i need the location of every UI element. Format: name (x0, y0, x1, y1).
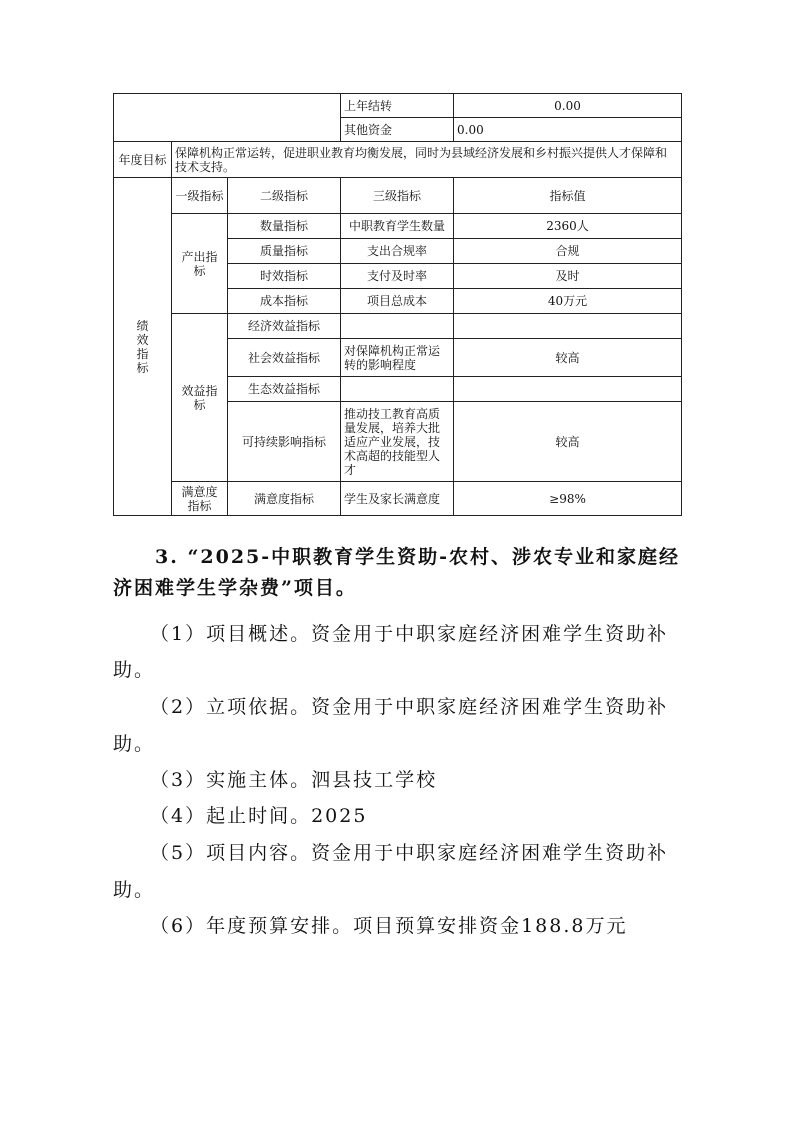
perf-indicator-label: 绩效指标 (114, 178, 172, 516)
satisfaction-l3: 学生及家长满意度 (341, 482, 454, 516)
table-row (114, 482, 682, 516)
paragraph-implementer: （3）实施主体。泗县技工学校 (150, 769, 438, 791)
blank-cell (114, 94, 341, 142)
section-heading-line1: 3. “2025-中职教育学生资助-农村、涉农专业和家庭经 (155, 546, 681, 568)
satisfaction-l2: 满意度指标 (228, 482, 341, 516)
output-l3: 项目总成本 (341, 289, 454, 314)
benefit-l2: 经济效益指标 (228, 314, 341, 339)
output-l2: 成本指标 (228, 289, 341, 314)
benefit-value: 较高 (454, 402, 682, 482)
header-value: 指标值 (454, 178, 682, 214)
benefit-l2: 生态效益指标 (228, 377, 341, 402)
table-row (114, 314, 682, 339)
benefit-value: 较高 (454, 339, 682, 377)
paragraph-period: （4）起止时间。2025 (150, 805, 368, 827)
header-level1: 一级指标 (172, 178, 228, 214)
output-l3: 支出合规率 (341, 239, 454, 264)
other-funds-value: 0.00 (454, 118, 682, 142)
benefit-l2: 可持续影响指标 (228, 402, 341, 482)
output-l3: 支付及时率 (341, 264, 454, 289)
output-l3: 中职教育学生数量 (341, 214, 454, 239)
output-indicator-label: 产出指标 (172, 214, 228, 314)
output-l2: 时效指标 (228, 264, 341, 289)
output-value: 40万元 (454, 289, 682, 314)
paragraph-basis-cont: 助。 (113, 733, 156, 755)
paragraph-overview-cont: 助。 (113, 659, 156, 681)
paragraph-basis: （2）立项依据。资金用于中职家庭经济困难学生资助补 (150, 696, 669, 718)
table-row (114, 214, 682, 239)
paragraph-content: （5）项目内容。资金用于中职家庭经济困难学生资助补 (150, 842, 669, 864)
last-year-value: 0.00 (454, 94, 682, 118)
section-heading-line2: 济困难学生学杂费”项目。 (113, 577, 357, 599)
paragraph-content-cont: 助。 (113, 879, 156, 901)
satisfaction-indicator-label: 满意度指标 (172, 482, 228, 516)
benefit-value (454, 314, 682, 339)
last-year-label: 上年结转 (341, 94, 454, 118)
benefit-l3: 推动技工教育高质量发展，培养大批适应产业发展，技术高超的技能型人才 (341, 402, 454, 482)
annual-goal-text: 保障机构正常运转，促进职业教育均衡发展，同时为县域经济发展和乡村振兴提供人才保障和技术支持。 (172, 142, 682, 178)
other-funds-label: 其他资金 (341, 118, 454, 142)
benefit-l2: 社会效益指标 (228, 339, 341, 377)
table-row (114, 142, 682, 178)
header-level3: 三级指标 (341, 178, 454, 214)
table-header-row (114, 178, 682, 214)
paragraph-budget: （6）年度预算安排。项目预算安排资金188.8万元 (150, 915, 628, 937)
benefit-indicator-label: 效益指标 (172, 314, 228, 482)
benefit-l3 (341, 314, 454, 339)
benefit-value (454, 377, 682, 402)
output-l2: 数量指标 (228, 214, 341, 239)
performance-table (113, 93, 682, 516)
table-row (114, 94, 682, 118)
satisfaction-value: ≥98% (454, 482, 682, 516)
output-value: 合规 (454, 239, 682, 264)
annual-goal-label: 年度目标 (114, 142, 172, 178)
output-value: 2360人 (454, 214, 682, 239)
benefit-l3 (341, 377, 454, 402)
output-l2: 质量指标 (228, 239, 341, 264)
header-level2: 二级指标 (228, 178, 341, 214)
benefit-l3: 对保障机构正常运转的影响程度 (341, 339, 454, 377)
paragraph-overview: （1）项目概述。资金用于中职家庭经济困难学生资助补 (150, 623, 669, 645)
output-value: 及时 (454, 264, 682, 289)
